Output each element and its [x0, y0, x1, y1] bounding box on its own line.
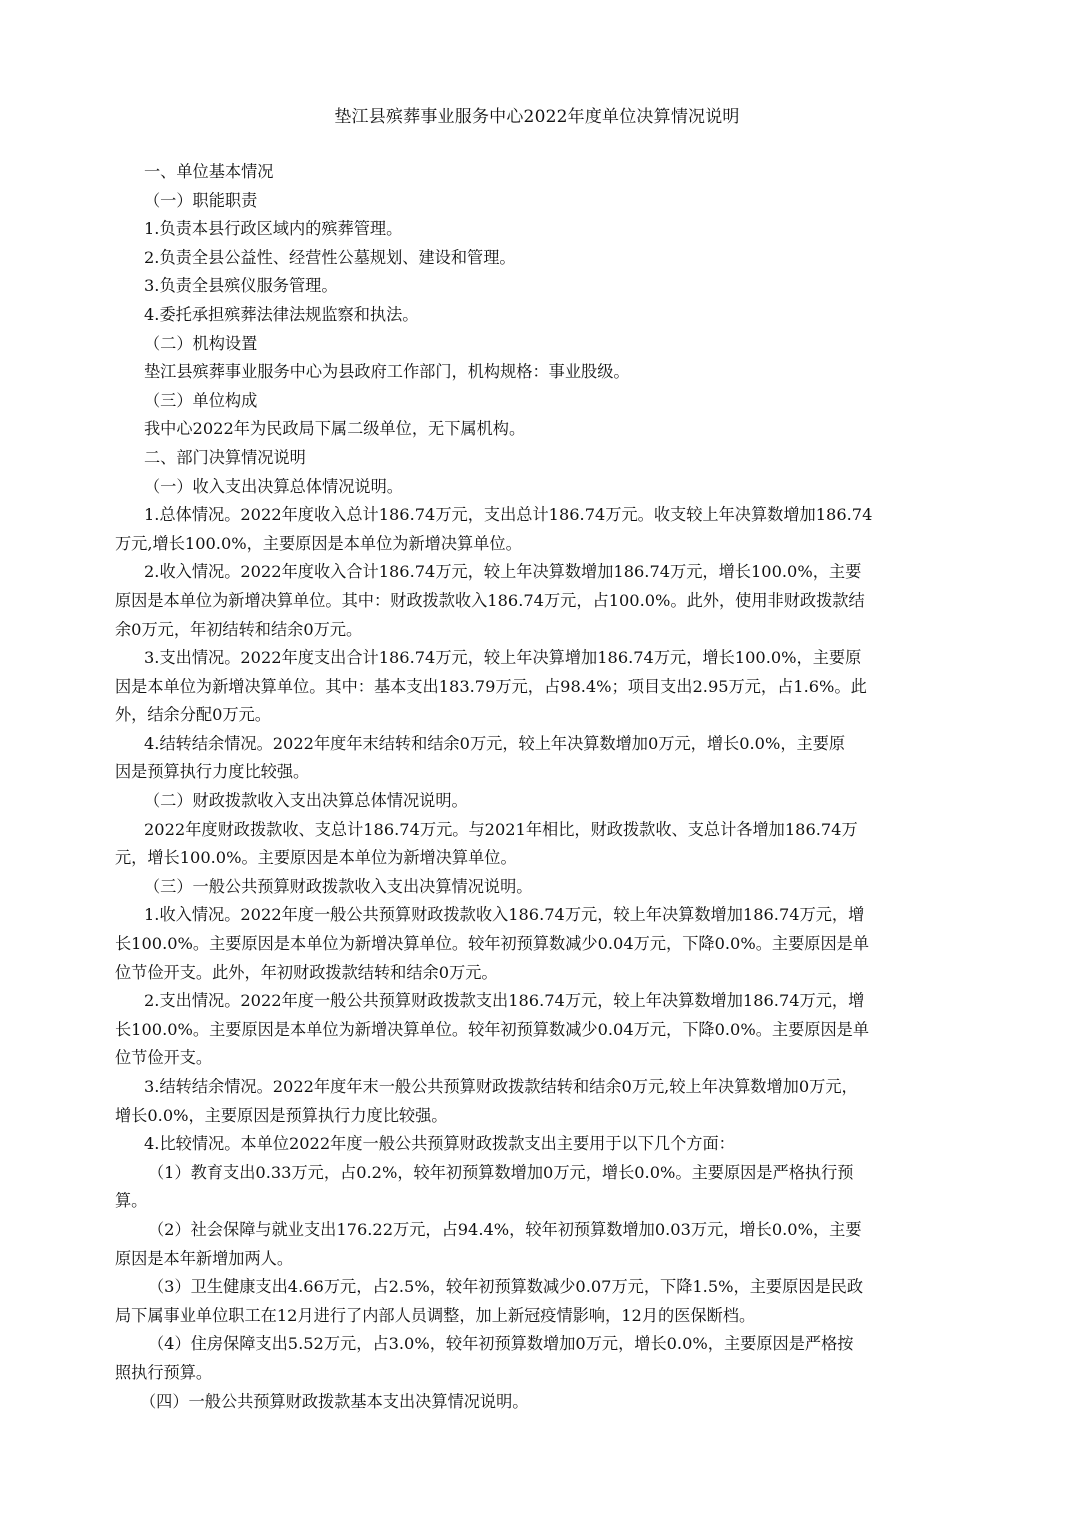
list-item: （4）住房保障支出5.52万元，占3.0%，较年初预算数增加0万元，增长0.0%，主要原因是严格按	[148, 1334, 854, 1354]
list-item: （3）卫生健康支出4.66万元，占2.5%，较年初预算数减少0.07万元，下降1.5%，主要原因是民政	[148, 1277, 864, 1297]
subsection-heading: （一）收入支出决算总体情况说明。	[144, 476, 403, 496]
paragraph-line: 因是本单位为新增决算单位。其中：基本支出183.79万元，占98.4%；项目支出2.95万元，占1.6%。此	[115, 676, 867, 696]
paragraph-line: 4.委托承担殡葬法律法规监察和执法。	[144, 304, 419, 324]
paragraph-line: 因是预算执行力度比较强。	[115, 762, 310, 782]
paragraph-line: 2.收入情况。2022年度收入合计186.74万元，较上年决算数增加186.74万元，增长100.0%，主要	[144, 562, 862, 582]
subsection-heading: （三）单位构成	[144, 390, 258, 410]
section-heading: 二、部门决算情况说明	[144, 447, 306, 467]
section-heading: 一、单位基本情况	[144, 162, 274, 181]
paragraph-line: 1.负责本县行政区域内的殡葬管理。	[144, 219, 403, 239]
paragraph-line: 2.负责全县公益性、经营性公墓规划、建设和管理。	[144, 247, 516, 267]
paragraph-line: 增长0.0%，主要原因是预算执行力度比较强。	[115, 1105, 448, 1125]
paragraph-line: 我中心2022年为民政局下属二级单位，无下属机构。	[144, 419, 526, 439]
paragraph-line: 余0万元，年初结转和结余0万元。	[115, 619, 363, 639]
subsection-heading: （二）财政拨款收入支出决算总体情况说明。	[144, 791, 468, 811]
paragraph-line: 万元,增长100.0%，主要原因是本单位为新增决算单位。	[115, 533, 522, 553]
paragraph-line: 外，结余分配0万元。	[115, 705, 271, 725]
paragraph-line: 1.总体情况。2022年度收入总计186.74万元，支出总计186.74万元。收支较上年决算数增加186.74	[144, 505, 873, 525]
paragraph-line: 1.收入情况。2022年度一般公共预算财政拨款收入186.74万元，较上年决算数增加186.74万元，增	[144, 905, 865, 925]
paragraph-line: 元，增长100.0%。主要原因是本单位为新增决算单位。	[115, 848, 517, 868]
paragraph-line: 4.比较情况。本单位2022年度一般公共预算财政拨款支出主要用于以下几个方面：	[144, 1134, 735, 1154]
subsection-heading: （三）一般公共预算财政拨款收入支出决算情况说明。	[144, 876, 533, 896]
paragraph-line: 局下属事业单位职工在12月进行了内部人员调整，加上新冠疫情影响，12月的医保断档。	[115, 1305, 756, 1325]
paragraph-line: 位节俭开支。此外，年初财政拨款结转和结余0万元。	[115, 962, 498, 982]
paragraph-line: 原因是本单位为新增决算单位。其中：财政拨款收入186.74万元，占100.0%。此外，使用非财政拨款结	[115, 590, 865, 610]
paragraph-line: 原因是本年新增加两人。	[115, 1248, 294, 1268]
paragraph-line: 算。	[115, 1191, 148, 1211]
subsection-heading: （一）职能职责	[144, 190, 258, 210]
paragraph-line: 长100.0%。主要原因是本单位为新增决算单位。较年初预算数减少0.04万元，下降0.0%。主要原因是单	[115, 934, 870, 954]
paragraph-line: 垫江县殡葬事业服务中心为县政府工作部门，机构规格：事业股级。	[144, 362, 630, 382]
paragraph-line: 2.支出情况。2022年度一般公共预算财政拨款支出186.74万元，较上年决算数增加186.74万元，增	[144, 991, 865, 1011]
document-title: 垫江县殡葬事业服务中心2022年度单位决算情况说明	[334, 107, 740, 127]
paragraph-line: 位节俭开支。	[115, 1048, 213, 1068]
paragraph-line: 3.支出情况。2022年度支出合计186.74万元，较上年决算增加186.74万元，增长100.0%，主要原	[144, 648, 862, 668]
paragraph-line: 4.结转结余情况。2022年度年末结转和结余0万元，较上年决算数增加0万元，增长0.0%，主要原	[144, 733, 846, 753]
paragraph-line: 3.结转结余情况。2022年度年末一般公共预算财政拨款结转和结余0万元,较上年决算数增加0万元，	[144, 1077, 858, 1096]
list-item: （1）教育支出0.33万元，占0.2%，较年初预算数增加0万元，增长0.0%。主要原因是严格执行预	[148, 1162, 854, 1182]
list-item: （2）社会保障与就业支出176.22万元，占94.4%，较年初预算数增加0.03万元，增长0.0%，主要	[148, 1219, 862, 1239]
subsection-heading: （二）机构设置	[144, 333, 258, 353]
subsection-heading: （四）一般公共预算财政拨款基本支出决算情况说明。	[140, 1391, 529, 1411]
paragraph-line: 长100.0%。主要原因是本单位为新增决算单位。较年初预算数减少0.04万元，下降0.0%。主要原因是单	[115, 1019, 870, 1039]
document-body	[115, 158, 975, 1416]
paragraph-line: 3.负责全县殡仪服务管理。	[144, 276, 338, 296]
paragraph-line: 2022年度财政拨款收、支总计186.74万元。与2021年相比，财政拨款收、支总计各增加186.74万	[144, 819, 858, 839]
paragraph-line: 照执行预算。	[115, 1362, 213, 1382]
